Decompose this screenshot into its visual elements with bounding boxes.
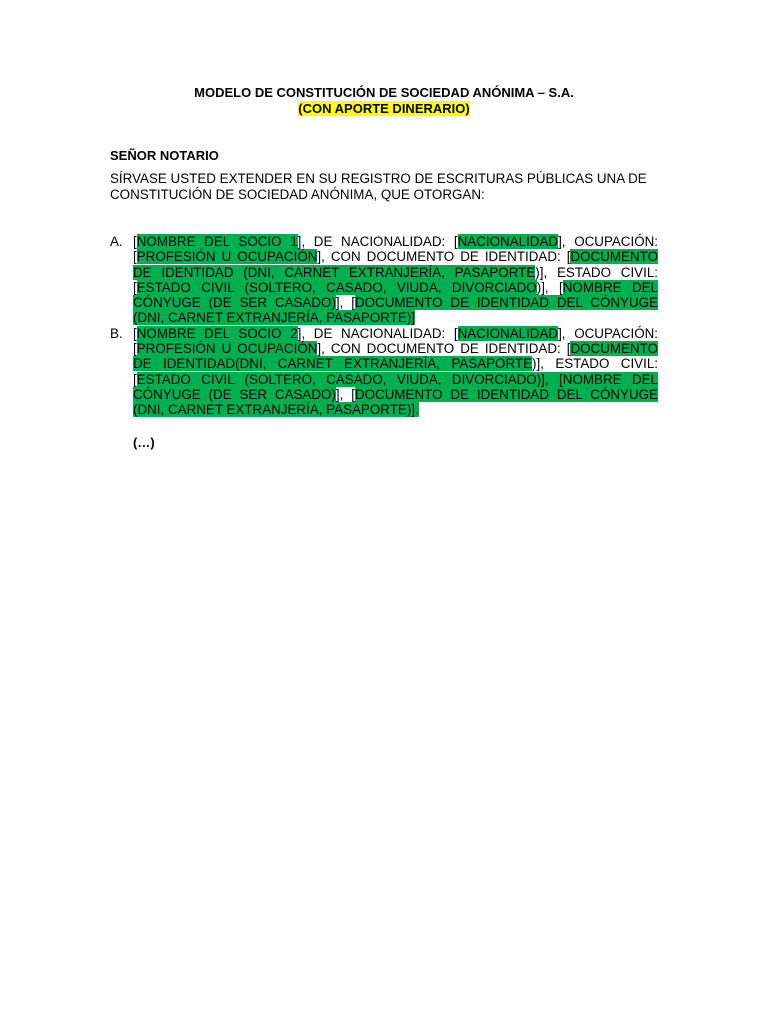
list-item-b [110,326,658,418]
text-segment: ], CON DOCUMENTO DE IDENTIDAD: [ [317,249,571,265]
text-segment: ], DE NACIONALIDAD: [ [297,234,458,249]
field-partner-name: NOMBRE DEL SOCIO 2 [136,325,298,341]
field-partner-name: NOMBRE DEL SOCIO 1 [136,234,298,249]
field-marital-status: ESTADO CIVIL (SOLTERO, CASADO, VIUDA, DIVORCIADO)] [136,371,545,387]
text-segment: [ [133,325,137,341]
text-segment: ], [ [335,295,355,311]
field-spouse-document: DOCUMENTO DE IDENTIDAD DEL CÓNYUGE (DNI, CARNET EXTRANJERÍA, PASAPORTE) [133,295,658,326]
text-segment: ], OCUPACIÓN: [ [133,234,659,265]
text-segment: ], DE NACIONALIDAD: [ [297,325,458,341]
text-segment: , [ [544,371,563,387]
text-segment: ], OCUPACIÓN: [ [133,325,659,357]
field-nationality: NACIONALIDAD [457,325,559,341]
text-segment: ] [411,310,416,326]
text-segment: . [415,402,419,418]
ellipsis-continuation: (…) [133,435,155,450]
salutation: SEÑOR NOTARIO [110,148,219,163]
field-marital-status: ESTADO CIVIL (SOLTERO, CASADO, VIUDA, DIVORCIADO [136,279,537,295]
document-title [0,85,768,117]
field-nationality: NACIONALIDAD [457,234,559,249]
text-segment: )], [ [536,279,563,295]
list-item-a [110,234,658,326]
partner-list [110,234,658,418]
title-line-2 [0,101,768,117]
text-segment: )], ESTADO CIVIL: [ [133,264,658,295]
intro-paragraph: SÍRVASE USTED EXTENDER EN SU REGISTRO DE ESCRITURAS PÚBLICAS UNA DE CONSTITUCIÓN DE SOCIEDAD ANÓNIMA, QUE OTORGAN: [110,171,647,202]
list-item-body [133,234,658,326]
list-marker: B. [110,325,123,341]
text-segment: ], CON DOCUMENTO DE IDENTIDAD: [ [317,341,571,357]
title-subtitle-highlight: (CON APORTE DINERARIO) [298,101,470,116]
field-occupation: PROFESIÓN U OCUPACIÓN [136,249,318,265]
list-marker: A. [110,234,123,249]
field-spouse-name: NOMBRE DEL CÓNYUGE (DE SER CASADO) [133,279,658,311]
field-id-document: DOCUMENTO DE IDENTIDAD(DNI, CARNET EXTRANJERÍA, PASAPORTE [133,341,658,372]
title-line-1: MODELO DE CONSTITUCIÓN DE SOCIEDAD ANÓNIMA – S.A. [194,85,574,100]
field-id-document: DOCUMENTO DE IDENTIDAD (DNI, CARNET EXTRANJERÍA, PASAPORTE [133,249,658,280]
field-spouse-name: NOMBRE DEL CÓNYUGE (DE SER CASADO) [133,371,659,402]
field-spouse-document: DOCUMENTO DE IDENTIDAD DEL CÓNYUGE (DNI, CARNET EXTRANJERÍA, PASAPORTE)] [133,386,658,418]
text-segment: )], ESTADO CIVIL: [ [133,356,658,387]
text-segment: [ [133,234,137,249]
list-item-body [133,326,658,418]
field-occupation: PROFESIÓN U OCUPACIÓN [136,341,318,357]
text-segment: ], [ [335,386,355,402]
